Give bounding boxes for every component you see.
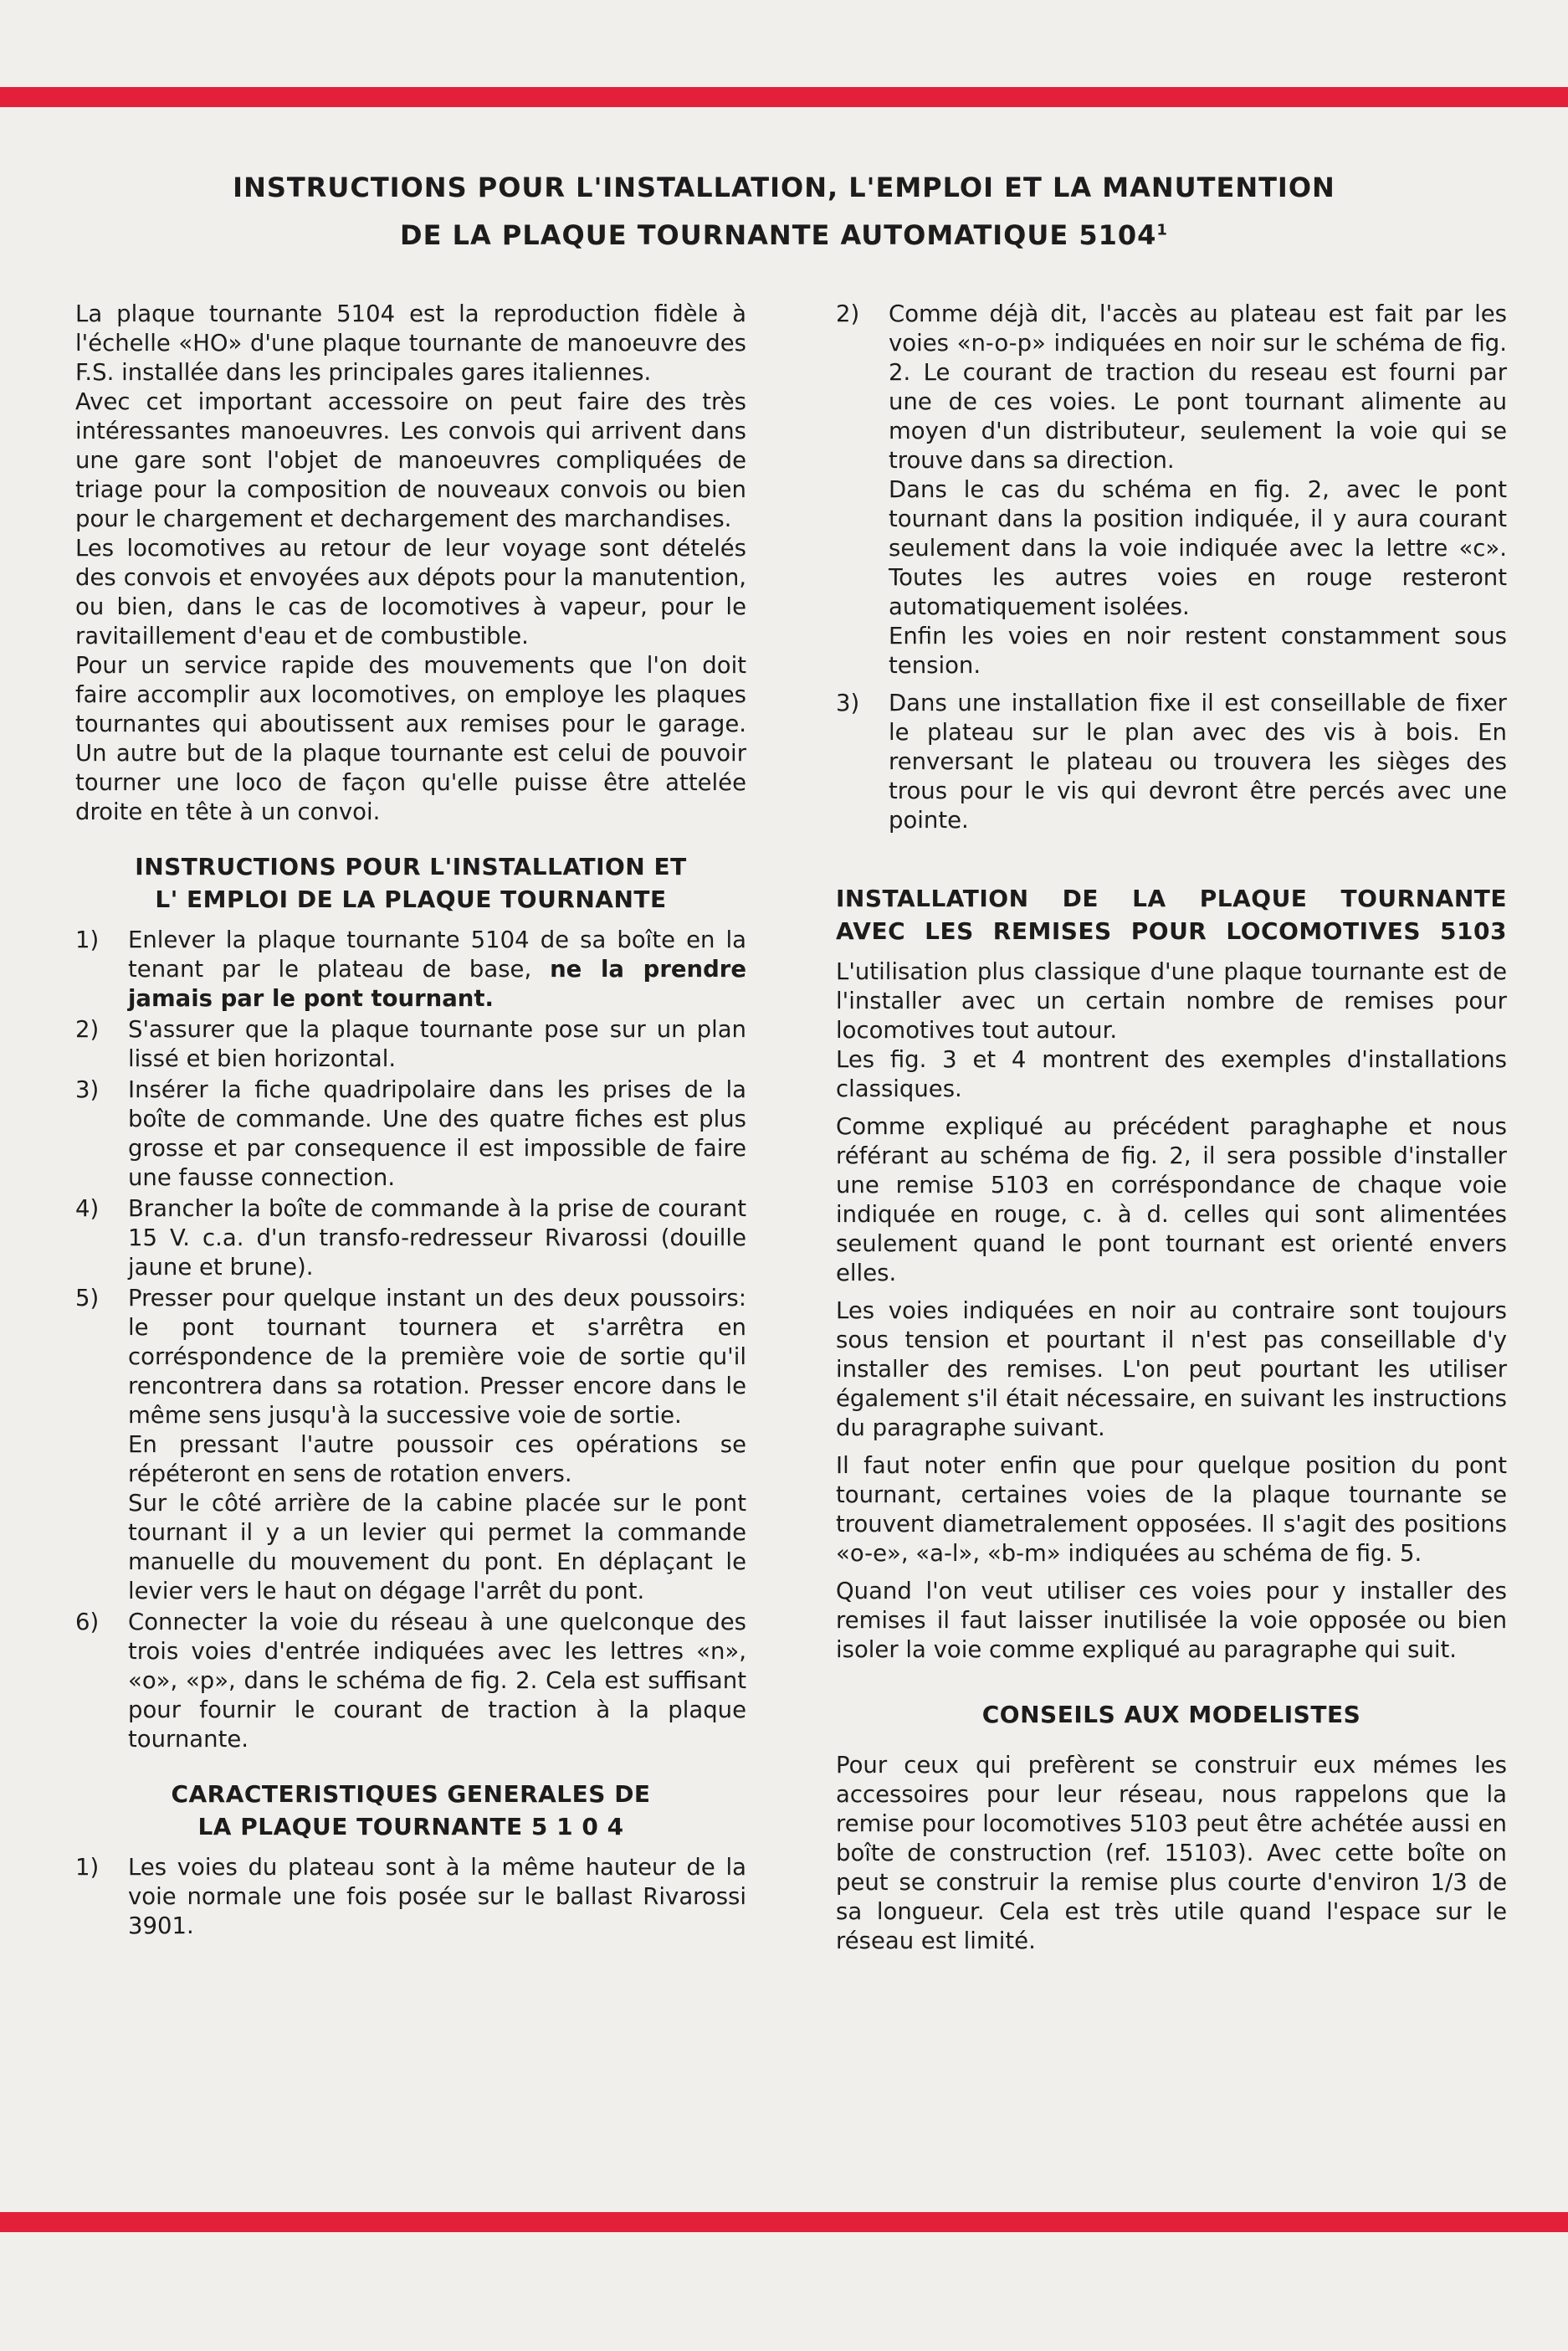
remises-paragraph-6: Quand l'on veut utiliser ces voies pour y installer des remises il faut laisser inutilisée la voie opposée ou bien isoler la voie comme expliqué au paragraphe qui suit. [836,1578,1507,1663]
remises-paragraph-2: Les fig. 3 et 4 montrent des exemples d'installations classiques. [836,1046,1507,1102]
section-heading-installation: INSTRUCTIONS POUR L'INSTALLATION ET L' EMPLOI DE LA PLAQUE TOURNANTE [135,853,687,913]
section-heading-remises: INSTALLATION DE LA PLAQUE TOURNANTE AVEC LES REMISES POUR LOCOMOTIVES 5103 [836,885,1507,945]
right-column [836,300,1507,1964]
step-5: 5) Presser pour quelque instant un des deux poussoirs: le pont tournant tournera et s'arrêtra en corréspondence de la première voie de sortie qu'il rencontrera dans sa rotation. Presser encore dans le même sens jusqu'à la successive voie de sortie. En pressant l'autre poussoir ces opérations se répéteront en sens de rotation envers. Sur le côté arrière de la cabine placée sur le pont tournant il y a un levier qui permet la commande manuelle du mouvement du pont. En déplaçant le levier vers le haut on dégage l'arrêt du pont. [75,1285,746,1604]
characteristic-1: 1) Les voies du plateau sont à la même hauteur de la voie normale une fois posée sur le ballast Rivarossi 3901. [75,1854,746,1939]
characteristic-2: 2) Comme déjà dit, l'accès au plateau est fait par les voies «n-o-p» indiquées en noir sur le schéma de fig. 2. Le courant de traction du reseau est fourni par une de ces voies. Le pont tournant alimente au moyen d'un distributeur, seulement la voie qui se trouve dans sa direction. Dans le cas du schéma en fig. 2, avec le pont tournant dans la position indiquée, il y aura courant seulement dans la voie indiquée avec la lettre «c». Toutes les autres voies en rouge resteront automatiquement isolées. Enfin les voies en noir restent constamment sous tension. [836,300,1507,679]
step-1: 1) Enlever la plaque tournante 5104 de sa boîte en la tenant par le plateau de base, ne la prendre jamais par le pont tournant. [75,927,747,1012]
top-red-band [0,87,1568,107]
remises-paragraph-5: Il faut noter enfin que pour quelque position du pont tournant, certaines voies de la plaque tournante se trouvent diametralement opposées. Il s'agit des positions «o-e», «a-l», «b-m» indiquées au schéma de fig. 5. [836,1452,1507,1567]
remises-paragraph-4: Les voies indiquées en noir au contraire sont toujours sous tension et pourtant il n'est pas conseillable d'y installer des remises. L'on peut pourtant les utiliser également s'il était nécessaire, en suivant les instructions du paragraphe suivant. [836,1297,1507,1441]
step-6: 6) Connecter la voie du réseau à une quelconque des trois voies d'entrée indiquées avec les lettres «n», «o», «p», dans le schéma de fig. 2. Cela est suffisant pour fournir le courant de traction à la plaque tournante. [75,1609,746,1753]
intro-paragraph-4: Pour un service rapide des mouvements que l'on doit faire accomplir aux locomotives, on employe les plaques tournantes qui aboutissent aux remises pour le garage. Un autre but de la plaque tournante est celui de pouvoir tourner une loco de façon qu'elle puisse être attelée droite en tête à un convoi. [75,652,746,825]
intro-paragraph-1: La plaque tournante 5104 est la reproduction fidèle à l'échelle «HO» d'une plaque tournante de manoeuvre des F.S. installée dans les principales gares italiennes. [75,300,746,386]
page-title-line-1: INSTRUCTIONS POUR L'INSTALLATION, L'EMPLOI ET LA MANUTENTION [233,172,1335,203]
remises-paragraph-3: Comme expliqué au précédent paraghaphe et nous référant au schéma de fig. 2, il sera possible d'installer une remise 5103 en corréspondance de chaque voie indiquée en rouge, c. à d. celles qui sont alimentées seulement quand le pont tournant est orienté envers elles. [836,1113,1507,1286]
remises-paragraph-1: L'utilisation plus classique d'une plaque tournante est de l'installer avec un certain nombre de remises pour locomotives tout autour. [836,958,1507,1044]
footnote-mark: 1 [1156,221,1168,239]
intro-paragraph-3: Les locomotives au retour de leur voyage sont dételés des convois et envoyées aux dépots pour la manutention, ou bien, dans le cas de locomotives à vapeur, pour le ravitaillement d'eau et de combustible. [75,535,746,649]
page-title-line-2 [0,219,1568,251]
step-1-warning: ne la prendre jamais par le pont tournant. [128,956,747,1012]
step-2: 2) S'assurer que la plaque tournante pose sur un plan lissé et bien horizontal. [75,1016,746,1072]
page-title-text: DE LA PLAQUE TOURNANTE AUTOMATIQUE 5104 [400,219,1157,251]
step-4: 4) Brancher la boîte de commande à la prise de courant 15 V. c.a. d'un transfo-redresseur Rivarossi (douille jaune et brune). [75,1195,746,1281]
intro-paragraph-2: Avec cet important accessoire on peut faire des très intéressantes manoeuvres. Les convois qui arrivent dans une gare sont l'objet de manoeuvres compliquées de triage pour la composition de nouveaux convois ou bien pour le chargement et dechargement des marchandises. [75,388,746,532]
section-heading-conseils: CONSEILS AUX MODELISTES [981,1701,1361,1728]
characteristic-3: 3) Dans une installation fixe il est conseillable de fixer le plateau sur le plan avec des vis à bois. En renversant le plateau ou trouvera les sièges des trous pour le vis qui devront être percés avec une pointe. [836,690,1507,834]
left-column [75,300,746,1943]
bottom-red-band [0,2212,1568,2232]
step-3: 3) Insérer la fiche quadripolaire dans les prises de la boîte de commande. Une des quatre fiches est plus grosse et par consequence il est impossible de faire une fausse connection. [75,1076,746,1191]
conseils-paragraph: Pour ceux qui prefèrent se construir eux mémes les accessoires pour leur réseau, nous rappelons que la remise pour locomotives 5103 peut être achétée aussi en boîte de construction (ref. 15103). Avec cette boîte on peut se construir la remise plus courte d'environ 1/3 de sa longueur. Cela est très utile quand l'espace sur le réseau est limité. [836,1752,1507,1954]
section-heading-characteristics: CARACTERISTIQUES GENERALES DE LA PLAQUE TOURNANTE 5 1 0 4 [171,1780,651,1840]
